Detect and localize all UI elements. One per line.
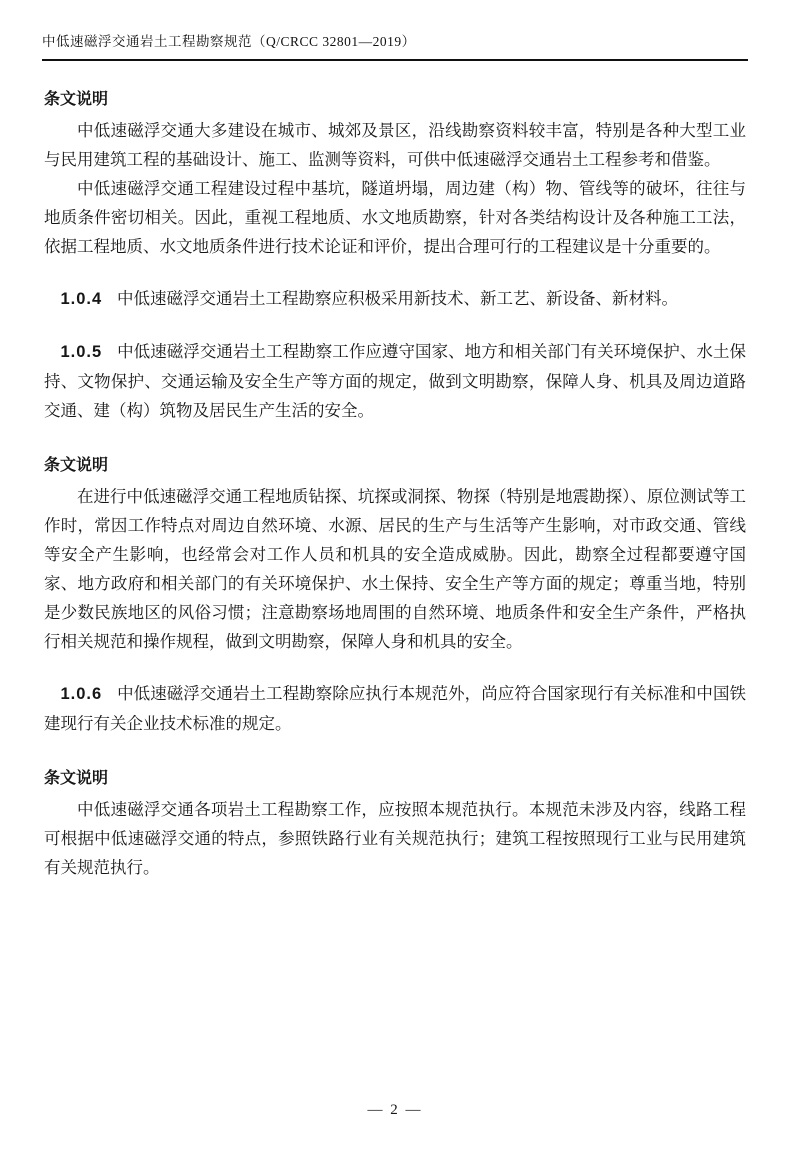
clause-1-0-6: [44, 679, 746, 738]
paragraph: 中低速磁浮交通工程建设过程中基坑，隧道坍塌，周边建（构）物、管线等的破坏，往往与地质条件密切相关。因此，重视工程地质、水文地质勘察，针对各类结构设计及各种施工工法，依据工程地质、水文地质条件进行技术论证和评价，提出合理可行的工程建议是十分重要的。: [44, 179, 746, 256]
paragraph: 中低速磁浮交通各项岩土工程勘察工作，应按照本规范执行。本规范未涉及内容，线路工程可根据中低速磁浮交通的特点，参照铁路行业有关规范执行；建筑工程按照现行工业与民用建筑有关规范执行。: [44, 800, 746, 877]
page-footer: [0, 1102, 790, 1119]
section-heading-explanatory-notes-2: 条文说明: [44, 457, 109, 474]
clause-number: 1.0.5: [60, 343, 103, 361]
clause-text: 中低速磁浮交通岩土工程勘察工作应遵守国家、地方和相关部门有关环境保护、水土保持、文物保护、交通运输及安全生产等方面的规定，做到文明勘察，保障人身、机具及周边道路交通、建（构）筑物及居民生产生活的安全。: [44, 342, 746, 420]
page-number: — 2 —: [367, 1102, 423, 1118]
section-heading-explanatory-notes-3: 条文说明: [44, 770, 109, 787]
clause-1-0-4: [44, 284, 746, 314]
clause-text: 中低速磁浮交通岩土工程勘察应积极采用新技术、新工艺、新设备、新材料。: [117, 289, 679, 308]
clause-text: 中低速磁浮交通岩土工程勘察除应执行本规范外，尚应符合国家现行有关标准和中国铁建现行有关企业技术标准的规定。: [44, 684, 746, 733]
clause-1-0-5: [44, 337, 746, 425]
paragraph: 中低速磁浮交通大多建设在城市、城郊及景区，沿线勘察资料较丰富，特别是各种大型工业与民用建筑工程的基础设计、施工、监测等资料，可供中低速磁浮交通岩土工程参考和借鉴。: [44, 121, 746, 169]
clause-number: 1.0.6: [60, 685, 103, 703]
document-title: 中低速磁浮交通岩土工程勘察规范（Q/CRCC 32801—2019）: [42, 34, 416, 49]
document-body: [44, 85, 746, 882]
clause-number: 1.0.4: [60, 290, 103, 308]
section-heading-explanatory-notes-1: 条文说明: [44, 91, 109, 108]
paragraph: 在进行中低速磁浮交通工程地质钻探、坑探或洞探、物探（特别是地震勘探）、原位测试等工作时，常因工作特点对周边自然环境、水源、居民的生产与生活等产生影响，对市政交通、管线等安全产生影响，也经常会对工作人员和机具的安全造成威胁。因此，勘察全过程都要遵守国家、地方政府和相关部门的有关环境保护、水土保持、安全生产等方面的规定；尊重当地，特别是少数民族地区的风俗习惯；注意勘察场地周围的自然环境、地质条件和安全生产条件，严格执行相关规范和操作规程，做到文明勘察，保障人身和机具的安全。: [44, 487, 746, 651]
page-header: [42, 30, 748, 61]
